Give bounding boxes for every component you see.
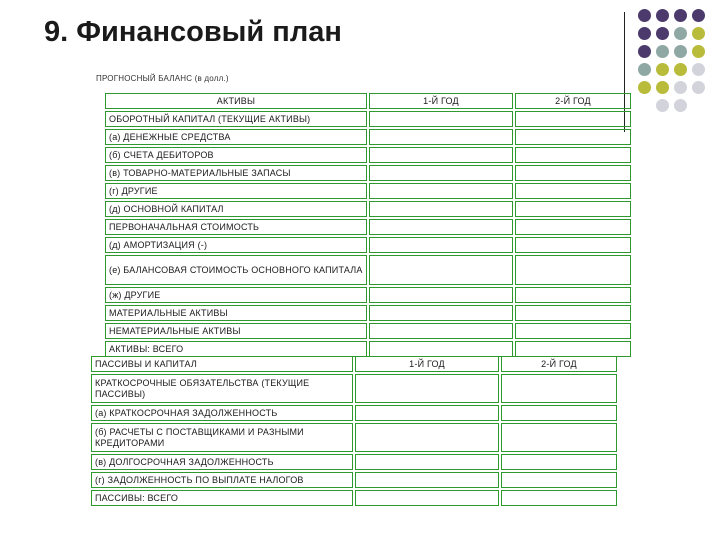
value-cell[interactable] (369, 165, 513, 181)
value-cell[interactable] (515, 183, 631, 199)
decor-dot (638, 81, 651, 94)
value-cell[interactable] (369, 323, 513, 339)
decor-dot (656, 99, 669, 112)
value-cell[interactable] (369, 129, 513, 145)
row-label: (е) БАЛАНСОВАЯ СТОИМОСТЬ ОСНОВНОГО КАПИТАЛА (105, 255, 367, 285)
value-cell[interactable] (369, 219, 513, 235)
value-cell[interactable] (515, 305, 631, 321)
table-row (105, 237, 631, 253)
value-cell[interactable] (369, 305, 513, 321)
decor-dot (674, 63, 687, 76)
decor-dot (674, 9, 687, 22)
decor-dot (692, 45, 705, 58)
assets-table (103, 91, 633, 359)
value-cell[interactable] (515, 219, 631, 235)
table-row (105, 305, 631, 321)
decor-dot (674, 81, 687, 94)
decor-dot (638, 45, 651, 58)
decor-dot (656, 81, 669, 94)
value-cell[interactable] (501, 490, 617, 506)
table-row (105, 255, 631, 285)
value-cell[interactable] (369, 237, 513, 253)
row-label: (в) ТОВАРНО-МАТЕРИАЛЬНЫЕ ЗАПАСЫ (105, 165, 367, 181)
value-cell[interactable] (515, 165, 631, 181)
value-cell[interactable] (355, 423, 499, 452)
row-label: НЕМАТЕРИАЛЬНЫЕ АКТИВЫ (105, 323, 367, 339)
value-cell[interactable] (515, 287, 631, 303)
table-row (105, 201, 631, 217)
column-header: 1-Й ГОД (355, 356, 499, 372)
value-cell[interactable] (501, 454, 617, 470)
decor-dot (656, 27, 669, 40)
table-row (105, 287, 631, 303)
column-header: 2-Й ГОД (515, 93, 631, 109)
value-cell[interactable] (501, 405, 617, 421)
row-label: (б) СЧЕТА ДЕБИТОРОВ (105, 147, 367, 163)
slide-title: 9. Финансовый план (44, 16, 342, 48)
column-header: 1-Й ГОД (369, 93, 513, 109)
decor-dot (692, 63, 705, 76)
decor-dot (674, 45, 687, 58)
value-cell[interactable] (355, 490, 499, 506)
table-row (105, 219, 631, 235)
row-label: (в) ДОЛГОСРОЧНАЯ ЗАДОЛЖЕННОСТЬ (91, 454, 353, 470)
row-label: (б) РАСЧЕТЫ С ПОСТАВЩИКАМИ И РАЗНЫМИ КРЕДИТОРАМИ (91, 423, 353, 452)
row-label: (а) ДЕНЕЖНЫЕ СРЕДСТВА (105, 129, 367, 145)
table-row (105, 323, 631, 339)
row-label: МАТЕРИАЛЬНЫЕ АКТИВЫ (105, 305, 367, 321)
decor-dot (674, 27, 687, 40)
decor-dot (656, 63, 669, 76)
table-header-row (105, 93, 631, 109)
decor-dot (656, 9, 669, 22)
table-row (105, 183, 631, 199)
value-cell[interactable] (515, 323, 631, 339)
value-cell[interactable] (369, 287, 513, 303)
decor-dot (674, 99, 687, 112)
row-label: ПАССИВЫ: ВСЕГО (91, 490, 353, 506)
row-label: КРАТКОСРОЧНЫЕ ОБЯЗАТЕЛЬСТВА (ТЕКУЩИЕ ПАССИВЫ) (91, 374, 353, 403)
decor-dot (656, 45, 669, 58)
liabilities-table (89, 354, 619, 508)
column-header: 2-Й ГОД (501, 356, 617, 372)
value-cell[interactable] (515, 255, 631, 285)
table-row (91, 374, 617, 403)
value-cell[interactable] (515, 237, 631, 253)
value-cell[interactable] (515, 129, 631, 145)
decor-dot (692, 27, 705, 40)
row-label: АКТИВЫ: ВСЕГО (105, 341, 367, 357)
decor-dot (692, 81, 705, 94)
value-cell[interactable] (501, 423, 617, 452)
table-row (91, 423, 617, 452)
row-label: (ж) ДРУГИЕ (105, 287, 367, 303)
table-header-row (91, 356, 617, 372)
value-cell[interactable] (501, 472, 617, 488)
value-cell[interactable] (515, 147, 631, 163)
value-cell[interactable] (369, 147, 513, 163)
row-label: ОБОРОТНЫЙ КАПИТАЛ (ТЕКУЩИЕ АКТИВЫ) (105, 111, 367, 127)
table-row (105, 147, 631, 163)
value-cell[interactable] (355, 405, 499, 421)
table-row (91, 490, 617, 506)
decor-dot (638, 27, 651, 40)
balance-caption: ПРОГНОСНЫЙ БАЛАНС (в долл.) (96, 74, 229, 83)
table-row (105, 111, 631, 127)
row-label: (г) ЗАДОЛЖЕННОСТЬ ПО ВЫПЛАТЕ НАЛОГОВ (91, 472, 353, 488)
row-label: (д) АМОРТИЗАЦИЯ (-) (105, 237, 367, 253)
table-row (105, 165, 631, 181)
value-cell[interactable] (355, 472, 499, 488)
row-label: (а) КРАТКОСРОЧНАЯ ЗАДОЛЖЕННОСТЬ (91, 405, 353, 421)
value-cell[interactable] (369, 201, 513, 217)
row-label: (д) ОСНОВНОЙ КАПИТАЛ (105, 201, 367, 217)
table-row (91, 405, 617, 421)
row-label: ПЕРВОНАЧАЛЬНАЯ СТОИМОСТЬ (105, 219, 367, 235)
value-cell[interactable] (501, 374, 617, 403)
table-row (105, 129, 631, 145)
value-cell[interactable] (369, 183, 513, 199)
value-cell[interactable] (369, 255, 513, 285)
value-cell[interactable] (515, 201, 631, 217)
value-cell[interactable] (355, 454, 499, 470)
value-cell[interactable] (355, 374, 499, 403)
value-cell[interactable] (515, 111, 631, 127)
decor-dot (638, 63, 651, 76)
decor-dot (638, 9, 651, 22)
row-label: (г) ДРУГИЕ (105, 183, 367, 199)
table-row (91, 454, 617, 470)
column-header: АКТИВЫ (105, 93, 367, 109)
decor-dot (692, 9, 705, 22)
table-row (91, 472, 617, 488)
value-cell[interactable] (369, 111, 513, 127)
column-header: ПАССИВЫ И КАПИТАЛ (91, 356, 353, 372)
